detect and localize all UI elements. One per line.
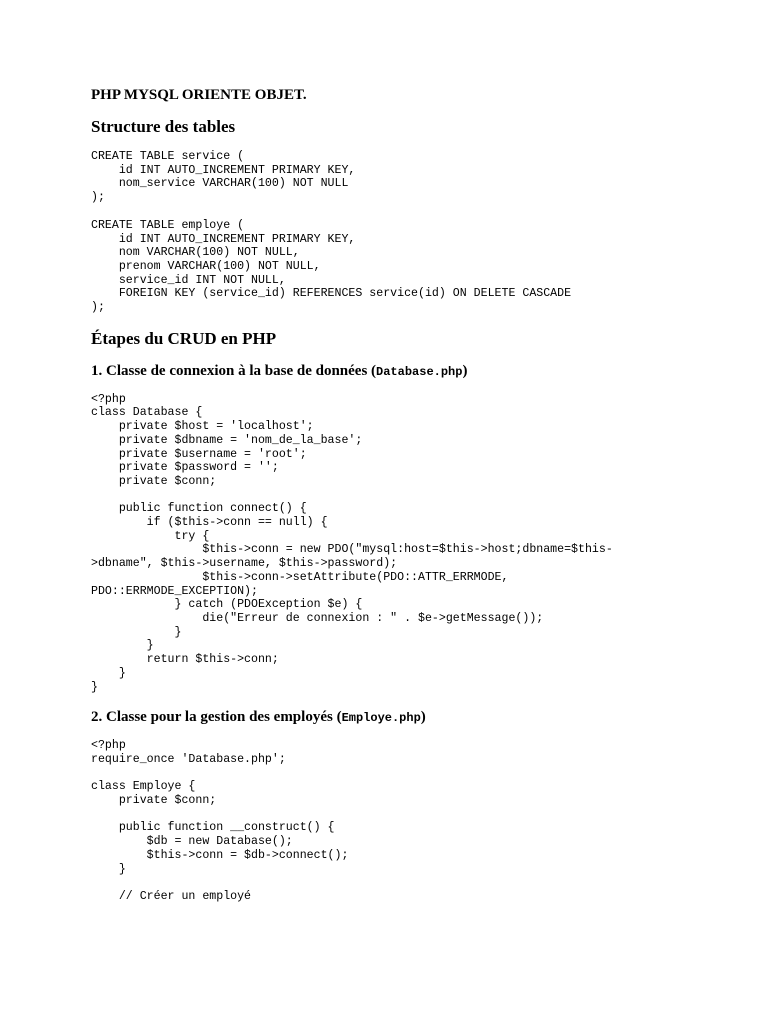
step1-text: 1. Classe de connexion à la base de données ( bbox=[91, 362, 377, 379]
step-heading-database bbox=[91, 362, 708, 381]
step1-filename: Database.php bbox=[376, 364, 463, 379]
step1-close: ) bbox=[462, 362, 468, 379]
step-heading-employe bbox=[91, 708, 708, 727]
section-heading-crud: Étapes du CRUD en PHP bbox=[91, 328, 277, 348]
section-heading-structure: Structure des tables bbox=[91, 117, 236, 136]
document-title: PHP MYSQL ORIENTE OBJET. bbox=[91, 87, 307, 103]
code-block-create-employe: CREATE TABLE employe ( id INT AUTO_INCREMENT PRIMARY KEY, nom VARCHAR(100) NOT NULL, prenom VARCHAR(100) NOT NULL, service_id INT NOT NULL, FOREIGN KEY (service_id) REFERENCES service(id) ON DELETE CASCADE ); bbox=[91, 218, 572, 315]
step2-close: ) bbox=[420, 709, 426, 726]
code-block-database-class: <?php class Database { private $host = 'localhost'; private $dbname = 'nom_de_la_base'; private $username = 'root'; private $password = ''; private $conn; public function connect() { if ($this->conn == null) { try { $this->conn = new PDO("mysql:host=$this->host;dbname=$this- >dbname", $this->username, $this->password); $this->conn->setAttribute(PDO::ATTR_ERRMODE, PDO::ERRMODE_EXCEPTION); } catch (PDOException $e) { die("Erreur de connexion : " . $e->getMessage()); } } return $this->conn; } } bbox=[91, 392, 613, 694]
code-block-employe-class: <?php require_once 'Database.php'; class Employe { private $conn; public function __construct() { $db = new Database(); $this->conn = $db->connect(); } // Créer un employé bbox=[91, 739, 349, 903]
step2-filename: Employe.php bbox=[341, 711, 421, 726]
step2-text: 2. Classe pour la gestion des employés ( bbox=[91, 709, 342, 726]
code-block-create-service: CREATE TABLE service ( id INT AUTO_INCREMENT PRIMARY KEY, nom_service VARCHAR(100) NOT NULL ); bbox=[91, 150, 356, 205]
